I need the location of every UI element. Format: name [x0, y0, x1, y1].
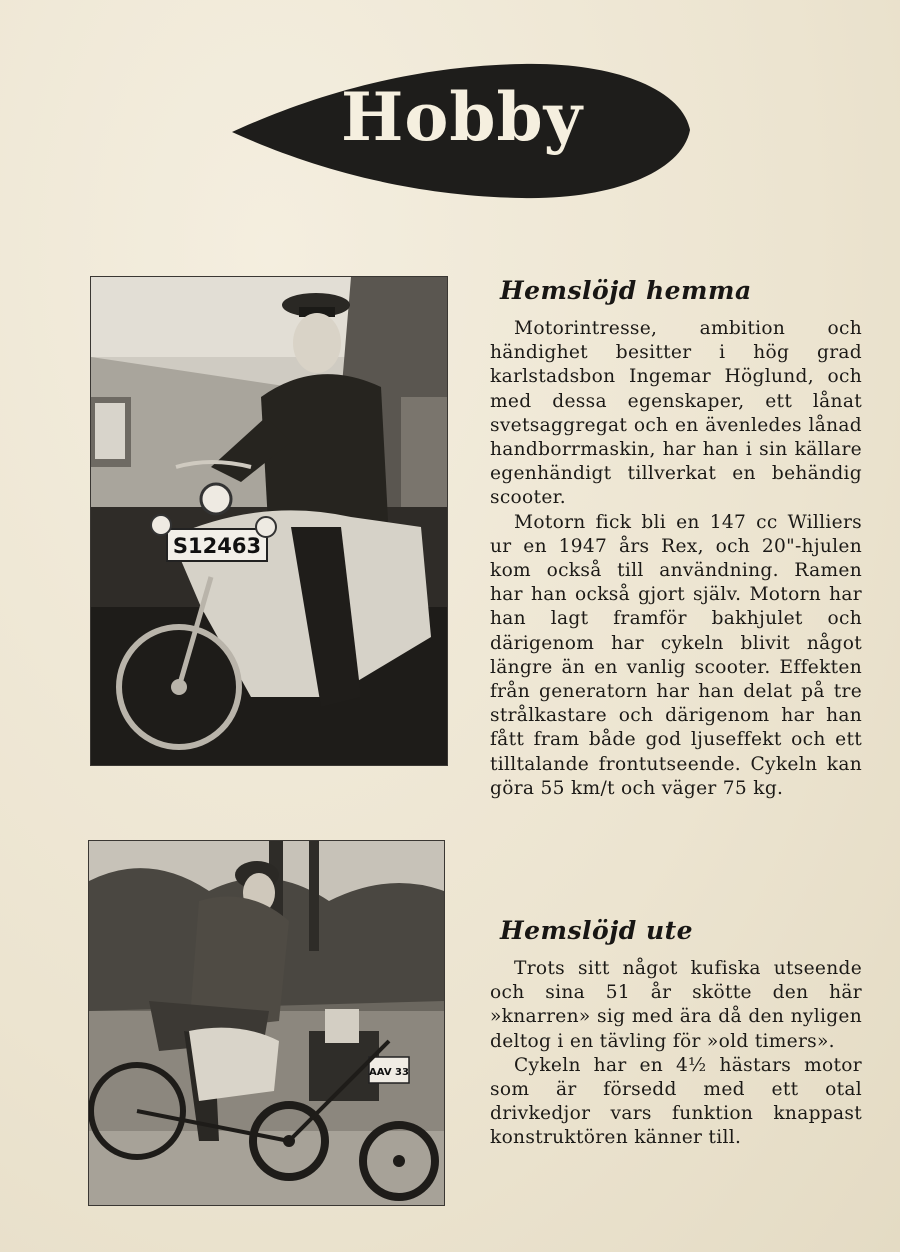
- old-motorbike-photo: [88, 840, 445, 1206]
- banner-title: Hobby: [340, 78, 584, 156]
- article-paragraph: Motorn fick bli en 147 cc Williers ur en 1947 års Rex, och 20"-hjulen kom också till användning. Ramen har han också gjort själv. Motorn har han lagt framför bakhjulet och därigenom har cykeln blivit något längre än en vanlig scooter. Effekten från generatorn har han delat på tre strålkastare och därigenom har han fått fram både god ljuseffekt och ett tilltalande frontutseende. Cykeln kan göra 55 km/t och väger 75 kg.: [490, 511, 862, 799]
- old-bike-plate-text: AAV 33: [369, 1067, 409, 1078]
- article-paragraph: Cykeln har en 4½ hästars motor som är försedd med ett otal drivkedjor vars funktion knappast konstruktören känner till.: [490, 1054, 862, 1149]
- scooter-photo: [90, 276, 448, 766]
- article-heading: Hemslöjd ute: [500, 916, 694, 945]
- article-paragraph: Motorintresse, ambition och händighet besitter i hög grad karlstadsbon Ingemar Höglund, och med dessa egenskaper, ett lånat svetsaggregat och en ävenledes lånad handborrmaskin, har han i sin källare egenhändigt tillverkat en behändig scooter.: [490, 318, 862, 509]
- article-paragraph: Trots sitt något kufiska utseende och sina 51 år skötte den här »knarren» sig med ära då den nyligen deltog i en tävling för »old timers».: [490, 958, 862, 1052]
- article-hemslojd-hemma: [490, 276, 862, 801]
- article-body: [490, 317, 862, 801]
- license-plate-text: S12463: [172, 534, 262, 558]
- article-body: [490, 957, 862, 1151]
- article-heading: Hemslöjd hemma: [500, 276, 752, 305]
- article-hemslojd-ute: [490, 916, 862, 1151]
